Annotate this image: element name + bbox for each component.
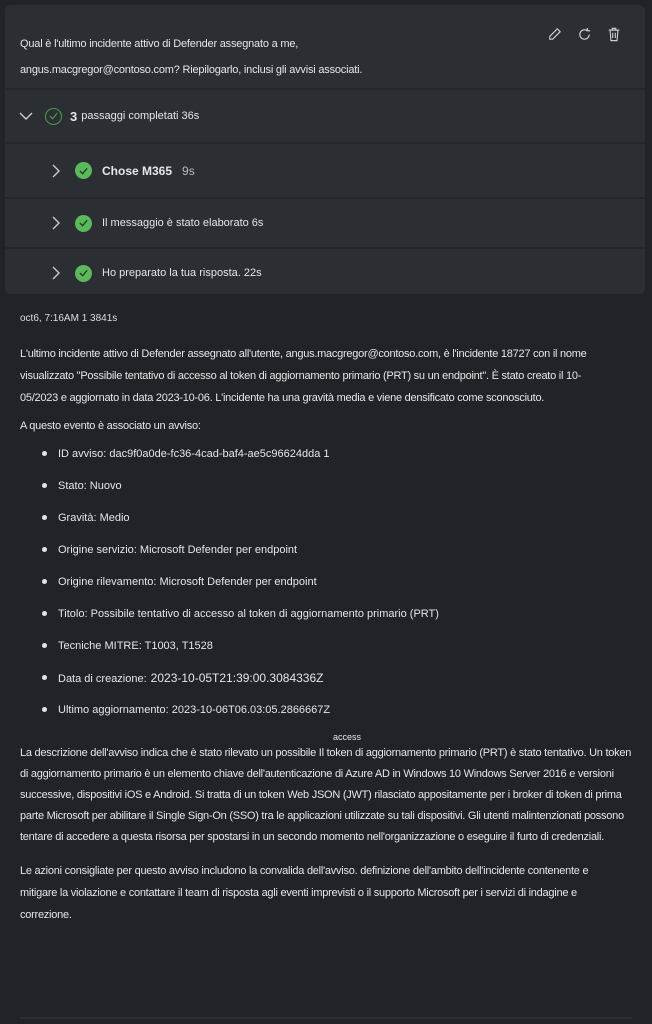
alert-detail: Origine servizio: Microsoft Defender per endpoint (40, 539, 632, 571)
prompt-actions (545, 25, 623, 43)
steps-summary[interactable] (5, 88, 645, 142)
step-time: 9s (182, 163, 195, 178)
step-item[interactable] (5, 142, 645, 197)
steps-count: 3 (70, 108, 78, 124)
chevron-down-icon[interactable] (19, 109, 33, 123)
check-circle-icon (75, 162, 92, 179)
alert-details-list (40, 443, 632, 731)
check-circle-icon (45, 108, 62, 125)
chevron-right-icon[interactable] (49, 216, 63, 230)
alert-detail: ID avviso: dac9f0a0de-fc36-4cad-baf4-ae5c96624dda 1 (40, 443, 632, 475)
alert-detail: Ultimo aggiornamento: 2023-10-06T06.03:05.2866667Z (40, 699, 632, 731)
step-item[interactable] (5, 247, 645, 294)
step-item[interactable] (5, 197, 645, 247)
check-circle-icon (75, 265, 92, 282)
delete-icon[interactable] (605, 25, 623, 43)
alert-detail: Stato: Nuovo (40, 475, 632, 507)
alert-description: La descrizione dell'avviso indica che è stato rilevato un possibile Il token di aggiornamento primario (PRT) è stato tentativo. Un token di aggiornamento primario è un elemento chiave dell'autenticazione di Azure AD in Windows 10 Windows Server 2016 e versioni successive, dispositivi iOS e Android. Si tratta di un token Web JSON (JWT) rilasciato appositamente per i broker di token di prima parte Microsoft per abilitare il Single Sign-On (SSO) tra le applicazioni utilizzate su tali dispositivi. Gli utenti malintenzionati possono tentare di accedere a questa risorsa per spostarsi in un secondo momento nell'organizzazione o eseguire il furto di credenziali. (20, 747, 632, 843)
prompt-line: angus.macgregor@contoso.com? Riepilogarlo, inclusi gli avvisi associati. (20, 64, 363, 76)
recommendations: Le azioni consigliate per questo avviso includono la convalida dell'avviso. definizione dell'ambito dell'incidente contenente e mitigare la violazione e contattare il team di risposta agli eventi imprevisti o il supporto Microsoft per i servizi di indagine e correzione. (20, 865, 589, 921)
alert-detail (40, 667, 632, 699)
creation-date-value: 2023-10-05T21:39:00.3084336Z (150, 671, 324, 685)
prompt-line: Qual è l'ultimo incidente attivo di Defender assegnato a me, (20, 38, 299, 50)
steps-label: passaggi completati 36s (81, 110, 200, 122)
step-label: Chose M365 (102, 163, 173, 178)
step-label: Il messaggio è stato elaborato 6s (102, 217, 264, 229)
edit-icon[interactable] (545, 25, 563, 43)
alert-detail: Tecniche MITRE: T1003, T1528 (40, 635, 632, 667)
creation-date-label: Data di creazione: (58, 673, 147, 685)
alert-detail: Origine rilevamento: Microsoft Defender per endpoint (40, 571, 632, 603)
response-intro: L'ultimo incidente attivo di Defender assegnato all'utente, angus.macgregor@contoso.com, è l'incidente 18727 con il nome visualizzato "Possibile tentativo di accesso al token di aggiornamento primario (PRT) su un endpoint". È stato creato il 10-05/2023 e aggiornato in data 2023-10-06. L'incidente ha una gravità media e viene densificato come sconosciuto. (20, 348, 587, 404)
prompt-card (5, 5, 645, 294)
user-prompt (20, 31, 540, 83)
chevron-right-icon[interactable] (49, 266, 63, 280)
refresh-icon[interactable] (575, 25, 593, 43)
alert-intro: A questo evento è associato un avviso: (20, 420, 201, 432)
check-circle-icon (75, 215, 92, 232)
alert-detail: Gravità: Medio (40, 507, 632, 539)
alert-detail: Titolo: Possibile tentativo di accesso al token di aggiornamento primario (PRT) (40, 603, 632, 635)
chevron-right-icon[interactable] (49, 164, 63, 178)
access-overlay-text: access (333, 732, 362, 742)
step-label: Ho preparato la tua risposta. 22s (102, 267, 262, 279)
response-body (20, 312, 632, 926)
divider (20, 1017, 632, 1019)
response-timestamp: oct6, 7:16AM 1 3841s (20, 313, 118, 324)
